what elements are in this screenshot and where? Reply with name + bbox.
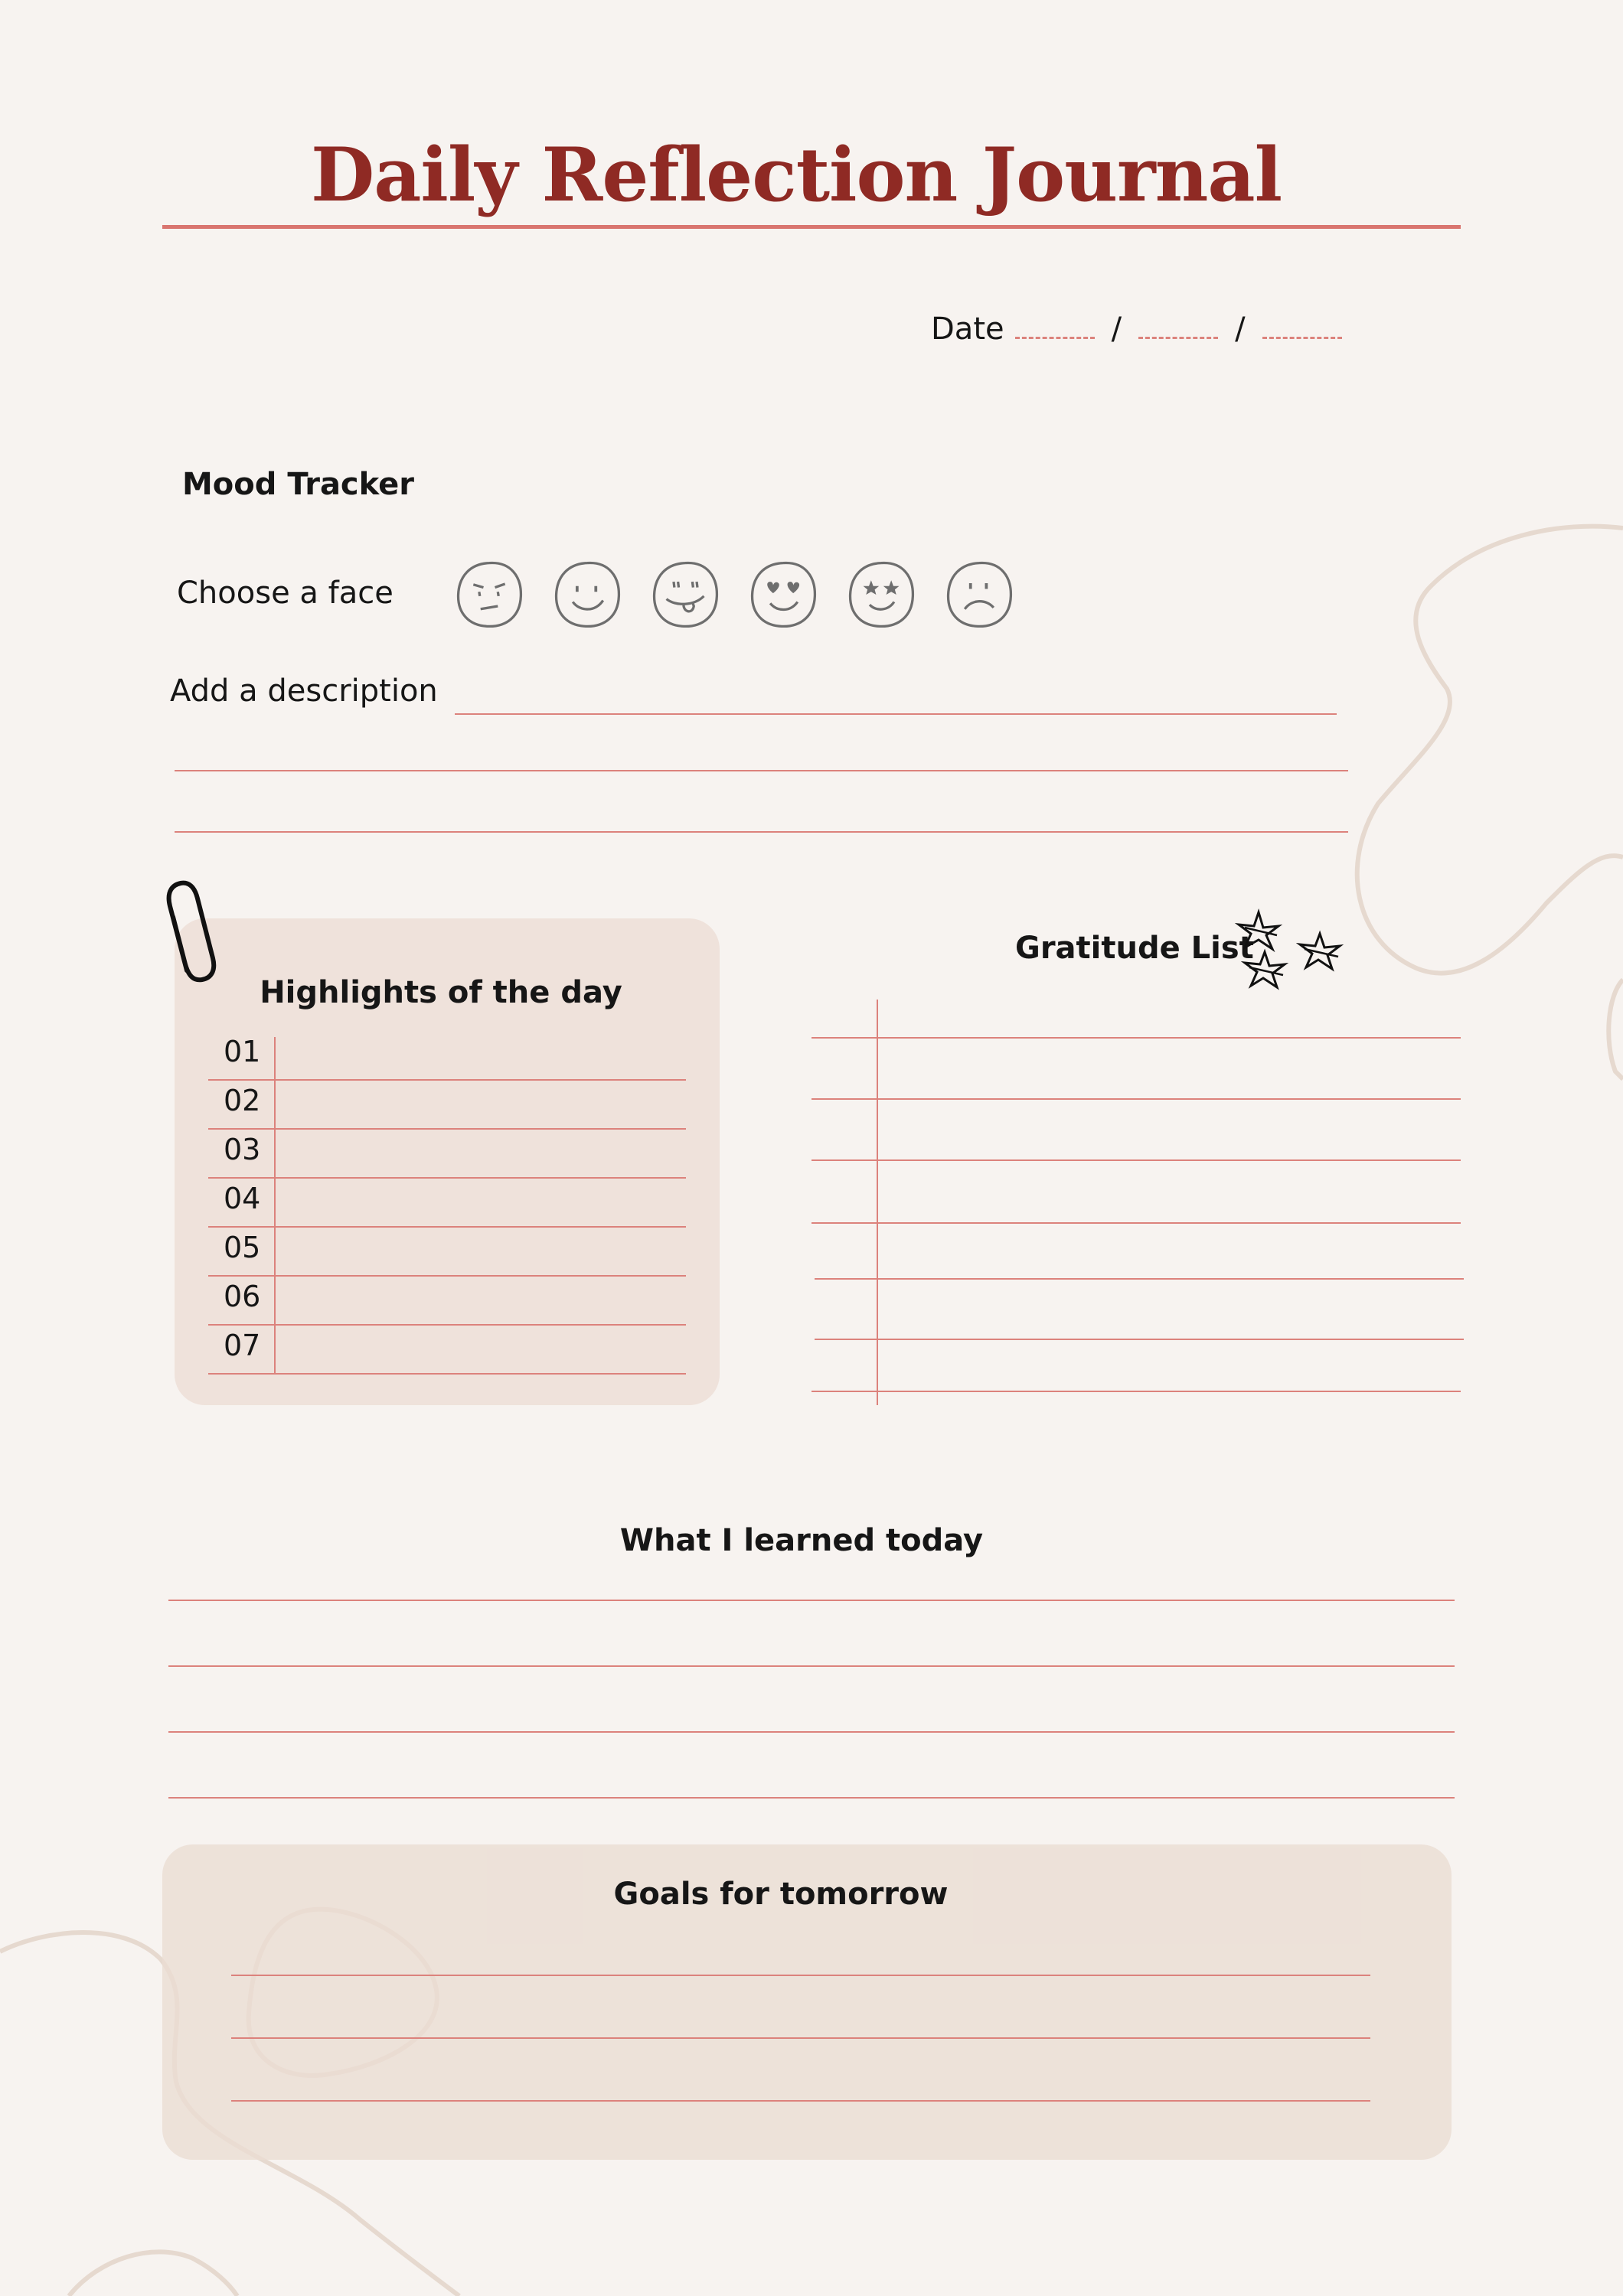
date-separator: / [1111, 311, 1122, 347]
date-label: Date [931, 311, 1004, 347]
gratitude-line[interactable] [812, 1391, 1461, 1392]
face-options [453, 559, 1015, 631]
date-year-blank[interactable] [1262, 306, 1342, 339]
date-day-blank[interactable] [1015, 306, 1095, 339]
highlights-margin-line [274, 1037, 276, 1374]
highlight-number: 02 [224, 1084, 261, 1117]
highlight-number: 05 [224, 1231, 261, 1264]
highlight-line[interactable] [208, 1324, 686, 1326]
highlight-number: 04 [224, 1182, 261, 1215]
page-title: Daily Reflection Journal [310, 132, 1282, 218]
highlight-number: 03 [224, 1133, 261, 1166]
date-field [931, 306, 1342, 347]
learned-line[interactable] [168, 1731, 1455, 1733]
sad-face-icon[interactable] [943, 559, 1015, 631]
gratitude-line[interactable] [812, 1037, 1461, 1039]
smiling-face-icon[interactable] [551, 559, 623, 631]
date-month-blank[interactable] [1138, 306, 1218, 339]
gratitude-line[interactable] [812, 1222, 1461, 1224]
learned-line[interactable] [168, 1600, 1455, 1601]
learned-line[interactable] [168, 1665, 1455, 1667]
gratitude-line[interactable] [815, 1278, 1464, 1280]
description-label: Add a description [170, 673, 438, 709]
highlight-line[interactable] [208, 1275, 686, 1277]
highlight-number: 07 [224, 1329, 261, 1362]
highlight-line[interactable] [208, 1226, 686, 1228]
goals-line[interactable] [231, 2100, 1370, 2102]
goals-heading: Goals for tomorrow [613, 1877, 949, 1912]
learned-line[interactable] [168, 1797, 1455, 1799]
highlight-number: 01 [224, 1035, 261, 1068]
description-line[interactable] [455, 713, 1337, 715]
mood-tracker-heading: Mood Tracker [182, 467, 415, 502]
highlight-line[interactable] [208, 1128, 686, 1130]
highlight-line[interactable] [208, 1177, 686, 1179]
choose-face-label: Choose a face [177, 576, 394, 611]
tongue-out-face-icon[interactable] [649, 559, 721, 631]
gratitude-line[interactable] [812, 1098, 1461, 1100]
highlight-line[interactable] [208, 1079, 686, 1081]
description-line[interactable] [175, 831, 1348, 833]
gratitude-margin-line [877, 1000, 878, 1405]
gratitude-line[interactable] [812, 1159, 1461, 1161]
highlight-line[interactable] [208, 1373, 686, 1375]
annoyed-face-icon[interactable] [453, 559, 525, 631]
description-line[interactable] [175, 770, 1348, 771]
gratitude-heading: Gratitude List [1015, 931, 1254, 966]
goals-line[interactable] [231, 2037, 1370, 2039]
stars-doodle-icon [1229, 905, 1352, 996]
highlights-heading: Highlights of the day [260, 975, 622, 1010]
gratitude-line[interactable] [815, 1339, 1464, 1340]
paperclip-icon [164, 879, 225, 986]
title-divider [162, 225, 1461, 229]
heart-eyes-face-icon[interactable] [747, 559, 819, 631]
star-eyes-face-icon[interactable] [845, 559, 917, 631]
goals-line[interactable] [231, 1975, 1370, 1976]
highlight-number: 06 [224, 1280, 261, 1313]
learned-heading: What I learned today [619, 1523, 984, 1558]
date-separator: / [1235, 311, 1246, 347]
